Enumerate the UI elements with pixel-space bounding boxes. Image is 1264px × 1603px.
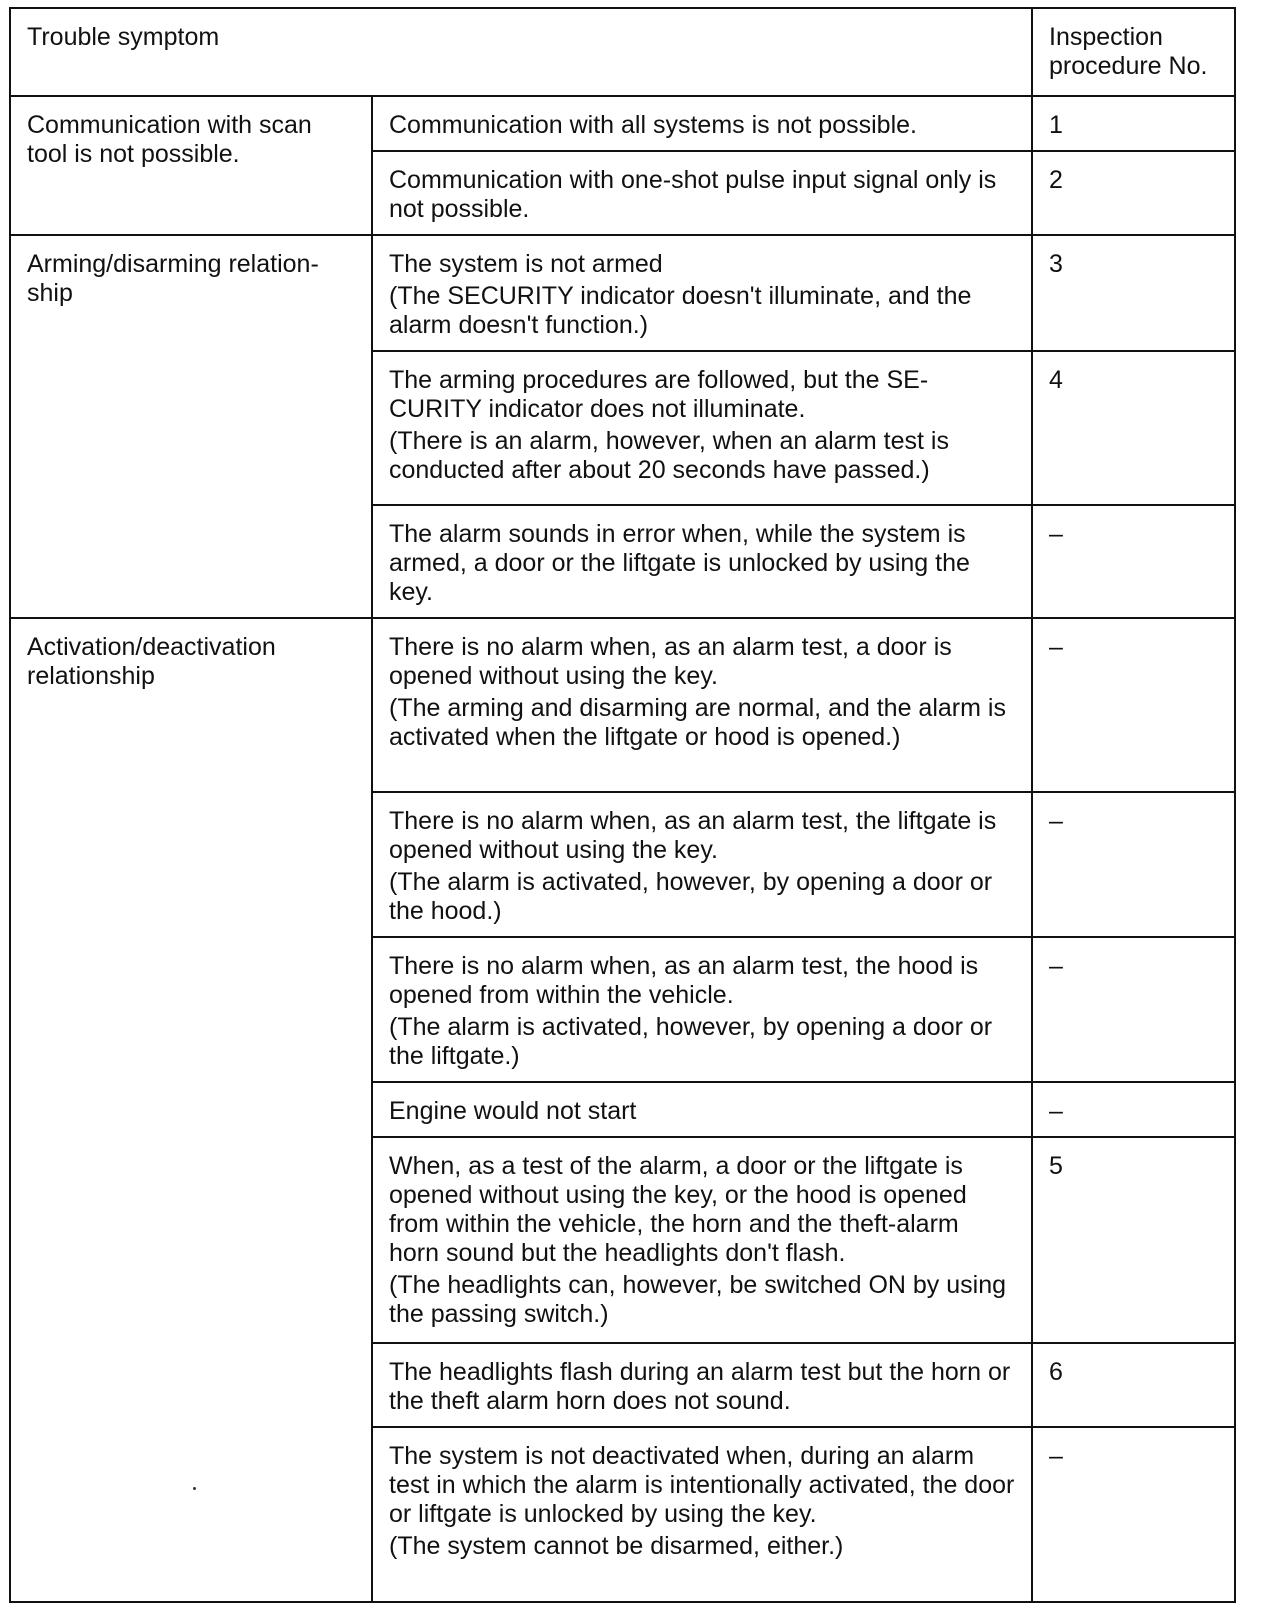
- symptom-text: The system is not armed: [389, 250, 663, 278]
- procedure-number: 1: [1032, 96, 1235, 151]
- header-row: [10, 8, 1235, 96]
- symptom-text: Engine would not start: [389, 1097, 637, 1125]
- procedure-number: –: [1032, 618, 1235, 792]
- table-row: [10, 96, 1235, 151]
- symptom-detail: [372, 96, 1032, 151]
- category-activation-deactivation: Activation/deactivation relationship: [10, 618, 372, 1602]
- procedure-number: –: [1032, 937, 1235, 1082]
- symptom-detail: [372, 792, 1032, 937]
- procedure-number: 5: [1032, 1137, 1235, 1343]
- symptom-detail: [372, 151, 1032, 235]
- symptom-text: There is no alarm when, as an alarm test, the hood is opened from within the vehicle.: [389, 952, 979, 1009]
- header-inspection-procedure: Inspection procedure No.: [1032, 8, 1235, 96]
- procedure-number: –: [1032, 1427, 1235, 1602]
- symptom-detail: [372, 937, 1032, 1082]
- symptom-text: Communication with one-shot pulse input signal only is not possible.: [389, 166, 997, 223]
- procedure-number: 3: [1032, 235, 1235, 351]
- symptom-text: Communication with all systems is not possible.: [389, 111, 917, 139]
- symptom-detail: [372, 505, 1032, 618]
- symptom-detail: [372, 618, 1032, 792]
- category-arming-disarming: Arming/disarming relation-ship: [10, 235, 372, 618]
- symptom-detail: [372, 351, 1032, 505]
- symptom-text: When, as a test of the alarm, a door or the liftgate is opened without using the key, or the hood is opened from within the vehicle, the horn and the theft-alarm horn sound but the headlights don't flash.: [389, 1152, 967, 1267]
- symptom-detail: [372, 1137, 1032, 1343]
- header-trouble-symptom: Trouble symptom: [10, 8, 1032, 96]
- symptom-detail: [372, 235, 1032, 351]
- symptom-note: (The arming and disarming are normal, and the alarm is activated when the liftgate or hood is opened.): [389, 694, 1006, 751]
- table-row: [10, 235, 1235, 351]
- symptom-text: The alarm sounds in error when, while the system is armed, a door or the liftgate is unlocked by using the key.: [389, 520, 970, 606]
- symptom-note: (The system cannot be disarmed, either.): [389, 1532, 844, 1560]
- trouble-symptom-table: [9, 7, 1236, 1603]
- symptom-detail: [372, 1427, 1032, 1602]
- symptom-text: The arming procedures are followed, but the SE-CURITY indicator does not illuminate.: [389, 366, 929, 423]
- symptom-text: There is no alarm when, as an alarm test, the liftgate is opened without using the key.: [389, 807, 997, 864]
- symptom-text: The headlights flash during an alarm test but the horn or the theft alarm horn does not sound.: [389, 1358, 1011, 1415]
- symptom-detail: [372, 1082, 1032, 1137]
- symptom-note: (The SECURITY indicator doesn't illuminate, and the alarm doesn't function.): [389, 282, 972, 339]
- symptom-note: (The alarm is activated, however, by opening a door or the liftgate.): [389, 1013, 993, 1070]
- symptom-note: (There is an alarm, however, when an alarm test is conducted after about 20 seconds have passed.): [389, 427, 949, 484]
- procedure-number: 2: [1032, 151, 1235, 235]
- table-row: [10, 618, 1235, 792]
- procedure-number: 4: [1032, 351, 1235, 505]
- symptom-text: There is no alarm when, as an alarm test, a door is opened without using the key.: [389, 633, 952, 690]
- procedure-number: –: [1032, 505, 1235, 618]
- procedure-number: –: [1032, 792, 1235, 937]
- symptom-text: The system is not deactivated when, during an alarm test in which the alarm is intentionally activated, the door or liftgate is unlocked by using the key.: [389, 1442, 1015, 1528]
- scan-speck: [193, 1487, 196, 1490]
- symptom-detail: [372, 1343, 1032, 1427]
- procedure-number: –: [1032, 1082, 1235, 1137]
- category-communication: Communication with scan tool is not possible.: [10, 96, 372, 235]
- symptom-note: (The alarm is activated, however, by opening a door or the hood.): [389, 868, 993, 925]
- procedure-number: 6: [1032, 1343, 1235, 1427]
- symptom-note: (The headlights can, however, be switched ON by using the passing switch.): [389, 1271, 1007, 1328]
